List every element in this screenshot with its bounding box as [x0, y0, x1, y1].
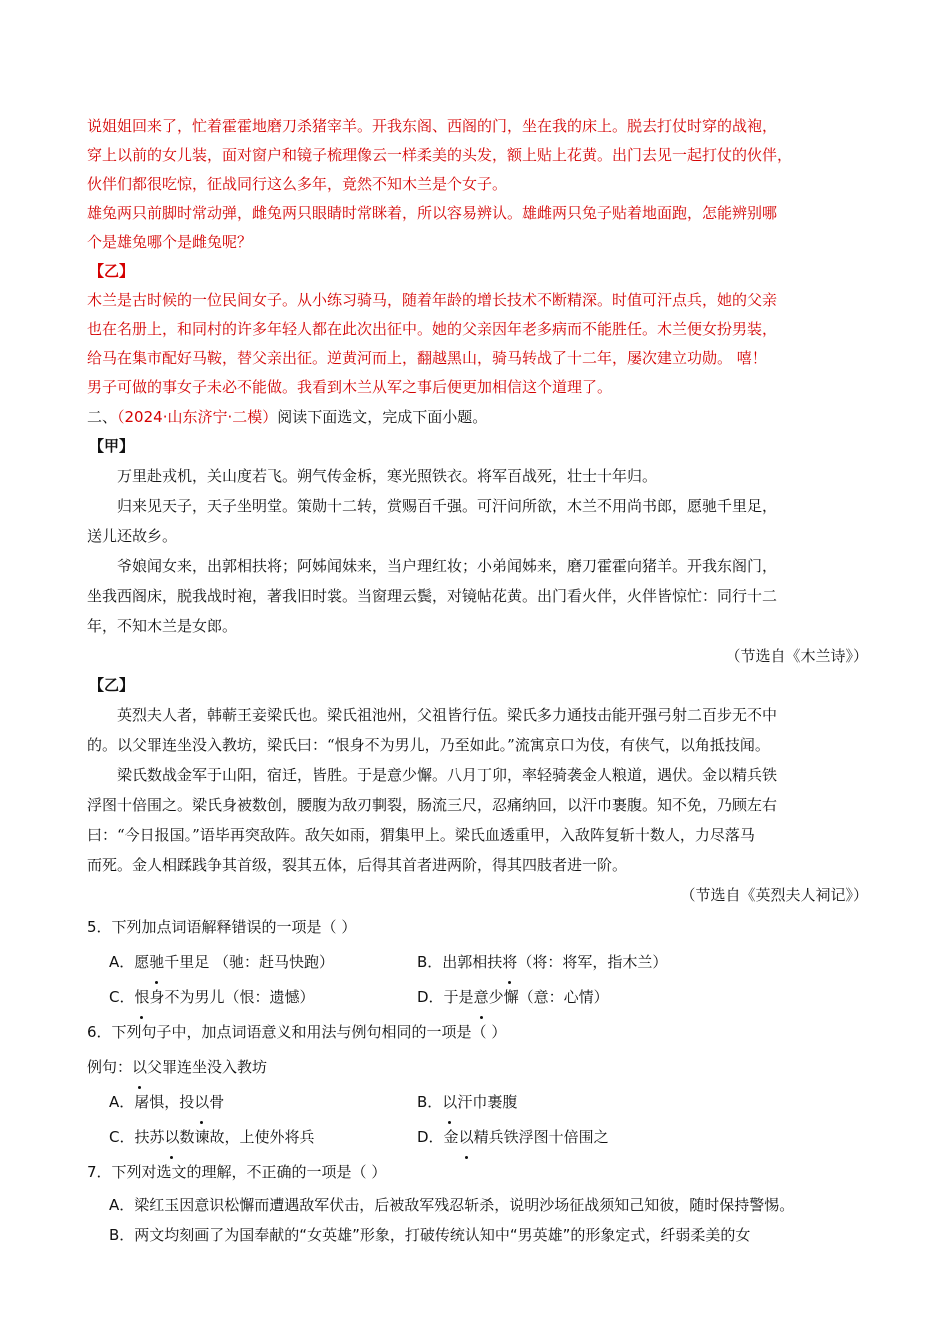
translation-a [87, 112, 868, 257]
option-text: A．愿 [109, 953, 150, 971]
dotted-word: 以 [459, 1120, 474, 1155]
option-text: 骨 [209, 1093, 225, 1111]
section-instruction: 阅读下面选文，完成下面小题。 [277, 408, 488, 426]
text-a-paragraph: 送儿还故乡。 [87, 527, 178, 545]
question-6-stem: 6．下列句子中，加点词语意义和用法与例句相同的一项是（ ） [87, 1023, 507, 1041]
text-a-paragraph: 坐我西阁床，脱我战时袍，著我旧时裳。当窗理云鬓，对镜帖花黄。出门看火伴，火伴皆惊忙：同行十二 [87, 587, 778, 605]
text-a-paragraph: 万里赴戎机，关山度若飞。朔气传金柝，寒光照铁衣。将军百战死，壮士十年归。 [117, 467, 658, 485]
option-text: D．于是 [417, 988, 474, 1006]
option-text: 数谏故，上使外将兵 [179, 1128, 315, 1146]
option-text: 千里足 （驰：赶马快跑） [164, 953, 335, 971]
text-b-paragraph: 英烈夫人者，韩蕲王妾梁氏也。梁氏祖池州，父祖皆行伍。梁氏多力通技击能开强弓射二百步无不中 [117, 706, 778, 724]
question-5-option-b[interactable] [417, 945, 868, 980]
option-text: 精兵铁浮图十倍围之 [473, 1128, 609, 1146]
translation-a-line: 穿上以前的女儿装，面对窗户和镜子梳理像云一样柔美的头发，额上贴上花黄。出门去见一起打仗的伙伴， [87, 146, 793, 164]
option-text: A．屠惧，投 [109, 1093, 195, 1111]
example-text: 例句： [87, 1058, 133, 1076]
text-b-label: 【乙】 [89, 676, 135, 694]
translation-a-line: 雄兔两只前脚时常动弹，雌兔两只眼睛时常眯着，所以容易辨认。雄雌两只兔子贴着地面跑，怎能辨别哪 [87, 204, 778, 222]
dotted-word: 以 [132, 1050, 147, 1085]
option-text: C． [109, 988, 135, 1006]
text-b-source: （节选自《英烈夫人祠记》） [680, 886, 868, 904]
question-5-option-a[interactable] [109, 945, 417, 980]
question-6-example [87, 1050, 868, 1085]
question-6-option-d[interactable] [417, 1120, 868, 1155]
text-b-body [87, 700, 868, 880]
dotted-word: 将 [502, 945, 517, 980]
option-text: 汗巾裹腹 [457, 1093, 518, 1111]
question-6-option-c[interactable] [109, 1120, 417, 1155]
option-text: D．金 [417, 1128, 459, 1146]
text-b-paragraph: 而死。金人相蹂践争其首级，裂其五体，后得其首者进两阶，得其四肢者进一阶。 [87, 856, 628, 874]
text-b-paragraph: 曰：“今日报国。”语毕再突敌阵。敌矢如雨，猬集甲上。梁氏血透重甲，入敌阵复斩十数人，力尽落马 [87, 826, 755, 844]
question-5-option-c[interactable] [109, 980, 417, 1015]
dotted-word: 意 [474, 980, 489, 1015]
question-5-option-d[interactable] [417, 980, 868, 1015]
question-7-option-b[interactable]: B．两文均刻画了为国奉献的“女英雄”形象，打破传统认知中“男英雄”的形象定式，纤弱柔美的女 [109, 1226, 751, 1244]
text-b-paragraph: 的。以父罪连坐没入教坊，梁氏曰：“恨身不为男儿，乃至如此。”流寓京口为伎，有侠气，以角抵技闻。 [87, 736, 770, 754]
text-a-label: 【甲】 [89, 437, 135, 455]
option-text: C．扶苏 [109, 1128, 165, 1146]
option-text: （将：将军，指木兰） [517, 953, 668, 971]
question-7-stem: 7．下列对选文的理解，不正确的一项是（ ） [87, 1163, 387, 1181]
dotted-word: 以 [442, 1085, 457, 1120]
text-b-paragraph: 梁氏数战金军于山阳，宿迁，皆胜。于是意少懈。八月丁卯，率轻骑袭金人粮道，遇伏。金以精兵铁 [117, 766, 778, 784]
question-6-option-b[interactable] [417, 1085, 868, 1120]
example-text: 父罪连坐没入教坊 [147, 1058, 268, 1076]
dotted-word: 以 [164, 1120, 179, 1155]
question-5-stem: 5．下列加点词语解释错误的一项是（ ） [87, 918, 357, 936]
text-a-body [87, 461, 868, 641]
option-text: B．出郭相扶 [417, 953, 503, 971]
translation-a-line: 伙伴们都很吃惊，征战同行这么多年，竟然不知木兰是个女子。 [87, 175, 508, 193]
question-7-option-a[interactable]: A．梁红玉因意识松懈而遭遇敌军伏击，后被敌军残忍斩杀，说明沙场征战须知己知彼，随时保持警惕。 [109, 1196, 795, 1214]
translation-b [87, 286, 868, 402]
question-6-options [87, 1085, 868, 1155]
text-a-source: （节选自《木兰诗》） [725, 647, 868, 665]
section-number: 二、 [87, 408, 118, 426]
text-a-paragraph: 年，不知木兰是女郎。 [87, 617, 238, 635]
option-text: B． [417, 1093, 443, 1111]
translation-b-label: 【乙】 [89, 262, 135, 280]
translation-b-line: 男子可做的事女子未必不能做。我看到木兰从军之事后便更加相信这个道理了。 [87, 378, 613, 396]
section-heading [87, 402, 868, 432]
dotted-word: 恨 [134, 980, 149, 1015]
translation-a-line: 说姐姐回来了，忙着霍霍地磨刀杀猪宰羊。开我东阁、西阁的门，坐在我的床上。脱去打仗时穿的战袍， [87, 117, 778, 135]
translation-a-line: 个是雄兔哪个是雌兔呢？ [87, 233, 253, 251]
translation-b-line: 给马在集市配好马鞍，替父亲出征。逆黄河而上，翻越黑山，骑马转战了十二年，屡次建立功勋。 嘻！ [87, 349, 767, 367]
text-a-paragraph: 爷娘闻女来，出郭相扶将；阿姊闻妹来，当户理红妆；小弟闻姊来，磨刀霍霍向猪羊。开我东阁门， [117, 557, 778, 575]
option-text: 身不为男儿（恨：遗憾） [149, 988, 315, 1006]
text-b-paragraph: 浮图十倍围之。梁氏身被数创，腰腹为敌刃剚裂，肠流三尺，忍痛纳回，以汗巾裹腹。知不免，乃顾左右 [87, 796, 778, 814]
question-6-option-a[interactable] [109, 1085, 417, 1120]
dotted-word: 驰 [149, 945, 164, 980]
translation-b-line: 木兰是古时候的一位民间女子。从小练习骑马，随着年龄的增长技术不断精深。时值可汗点兵，她的父亲 [87, 291, 778, 309]
question-5-options [87, 945, 868, 1015]
dotted-word: 以 [194, 1085, 209, 1120]
translation-b-line: 也在名册上，和同村的许多年轻人都在此次出征中。她的父亲因年老多病而不能胜任。木兰便女扮男装， [87, 320, 778, 338]
text-a-paragraph: 归来见天子，天子坐明堂。策勋十二转，赏赐百千强。可汗问所欲，木兰不用尚书郎，愿驰千里足， [117, 497, 778, 515]
option-text: 少懈（意：心情） [488, 988, 609, 1006]
section-source: （2024·山东济宁·二模） [117, 408, 278, 426]
